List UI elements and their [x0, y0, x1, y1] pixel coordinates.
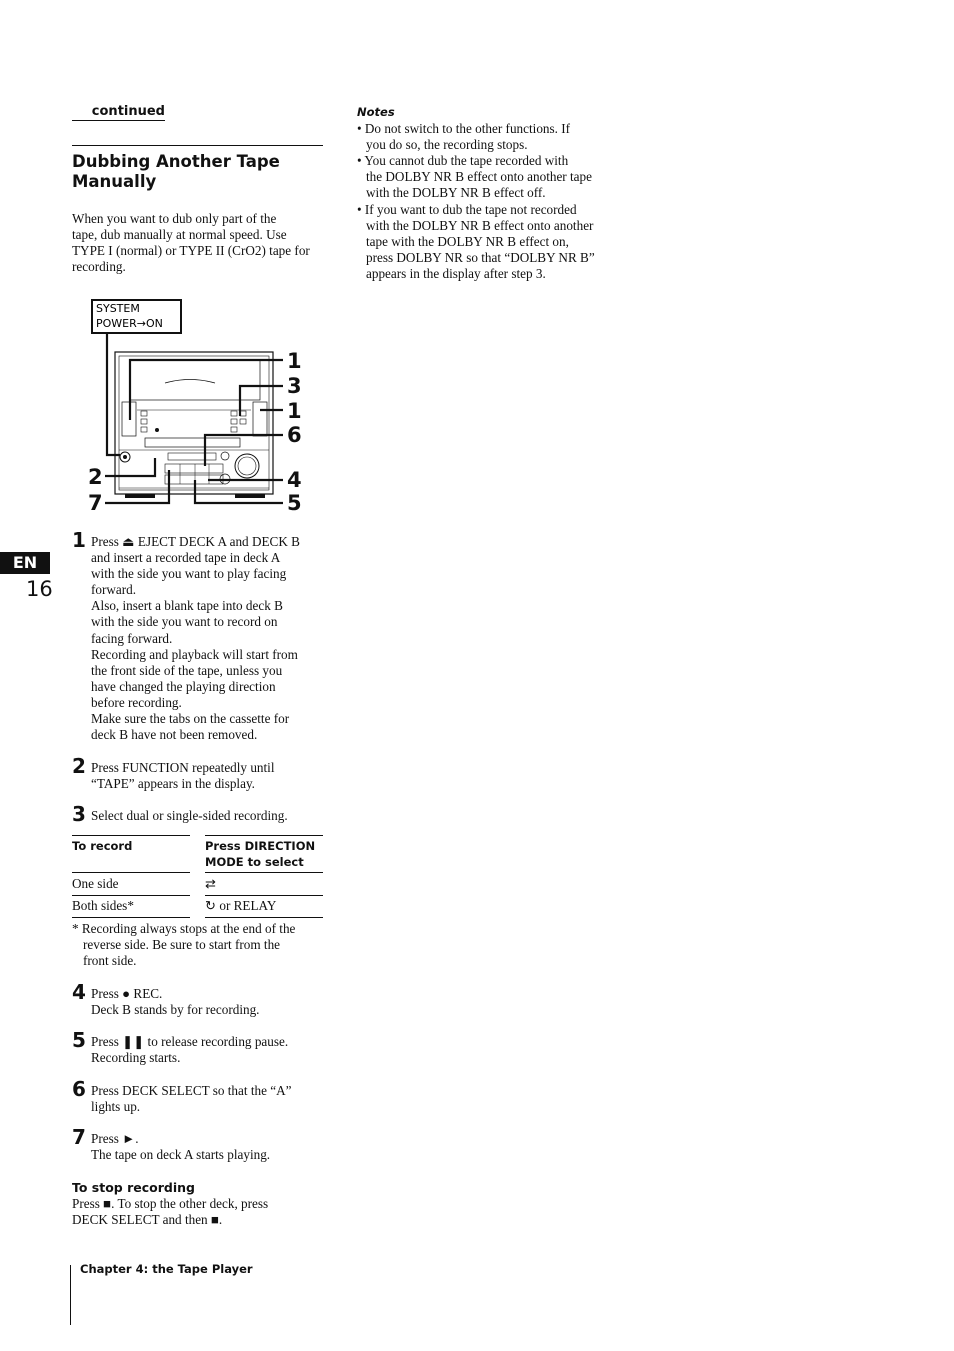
- intro-paragraph: When you want to dub only part of the tape, dub manually at normal speed. Use TYPE I (normal) or TYPE II (CrO2) tape for recording.: [72, 211, 310, 275]
- table-rule: [205, 895, 323, 896]
- stop-recording-text: Press ■. To stop the other deck, press DECK SELECT and then ■.: [72, 1196, 269, 1228]
- page-number: 16: [26, 577, 53, 601]
- table-rule: [205, 835, 323, 836]
- table-cell-both-sides-mode: ↻ or RELAY: [205, 898, 277, 913]
- stop-recording-heading: To stop recording: [72, 1180, 195, 1195]
- callout-3: 3: [287, 374, 302, 398]
- step-1-number: 1: [72, 528, 86, 552]
- language-tab: EN: [0, 552, 50, 574]
- step-4-number: 4: [72, 980, 86, 1004]
- callout-6: 6: [287, 423, 302, 447]
- callout-1a: 1: [287, 349, 302, 373]
- page-title: Dubbing Another Tape Manually: [72, 152, 280, 191]
- notes-heading: Notes: [357, 105, 395, 119]
- system-label-2: POWER→ON: [96, 317, 163, 330]
- step-7-number: 7: [72, 1125, 86, 1149]
- footer-rule: [70, 1265, 71, 1325]
- table-rule: [72, 835, 190, 836]
- callout-1b: 1: [287, 399, 302, 423]
- note-1: • Do not switch to the other functions. If you do so, the recording stops.: [357, 121, 571, 153]
- step-3-number: 3: [72, 802, 86, 826]
- table-rule: [72, 917, 190, 918]
- table-rule: [205, 917, 323, 918]
- footnote: * Recording always stops at the end of the reverse side. Be sure to start from the front side.: [72, 921, 296, 969]
- section-rule: [72, 145, 323, 146]
- step-6-text: Press DECK SELECT so that the “A” lights up.: [91, 1083, 292, 1115]
- table-cell-one-side-mode: ⇄: [205, 876, 217, 891]
- callout-2: 2: [88, 465, 103, 489]
- note-2: • You cannot dub the tape recorded with the DOLBY NR B effect onto another tape with the DOLBY NR B effect off.: [357, 153, 592, 201]
- step-5-number: 5: [72, 1028, 86, 1052]
- step-3-text: Select dual or single-sided recording.: [91, 808, 288, 823]
- callout-4: 4: [287, 468, 302, 492]
- stereo-drawing: [85, 298, 315, 513]
- callout-7: 7: [88, 491, 103, 515]
- table-rule: [72, 872, 190, 873]
- note-3: • If you want to dub the tape not recorded with the DOLBY NR B effect onto another tape with the DOLBY NR B effect on, press DOLBY NR so that “DOLBY NR B” appears in the display after step 3.: [357, 202, 595, 282]
- step-2-text: Press FUNCTION repeatedly until “TAPE” appears in the display.: [91, 760, 275, 792]
- callout-5: 5: [287, 491, 302, 515]
- table-header-record: To record: [72, 839, 133, 853]
- step-2-number: 2: [72, 754, 86, 778]
- system-label-1: SYSTEM: [96, 302, 140, 315]
- chapter-footer: Chapter 4: the Tape Player: [80, 1262, 253, 1276]
- step-7-text: Press ►. The tape on deck A starts playing.: [91, 1131, 271, 1163]
- table-header-direction: Press DIRECTION MODE to select: [205, 839, 316, 869]
- table-cell-one-side: One side: [72, 876, 119, 891]
- table-rule: [205, 872, 323, 873]
- stereo-diagram: [85, 298, 315, 513]
- step-5-text: Press ❚❚ to release recording pause. Recording starts.: [91, 1034, 289, 1066]
- table-cell-both-sides: Both sides*: [72, 898, 134, 913]
- table-rule: [72, 895, 190, 896]
- step-6-number: 6: [72, 1077, 86, 1101]
- step-4-text: Press ● REC. Deck B stands by for recording.: [91, 986, 260, 1018]
- step-1-text: Press ⏏ EJECT DECK A and DECK B and insert a recorded tape in deck A with the side you want to play facing forward. Also, insert a blank tape into deck B with the side you want to record on facing forward. Recording and playback will start from the front side of the tape, unless you have changed the playing direction before recording. Make sure the tabs on the cassette for deck B have not been removed.: [91, 534, 300, 743]
- continued-label: continued: [72, 104, 165, 121]
